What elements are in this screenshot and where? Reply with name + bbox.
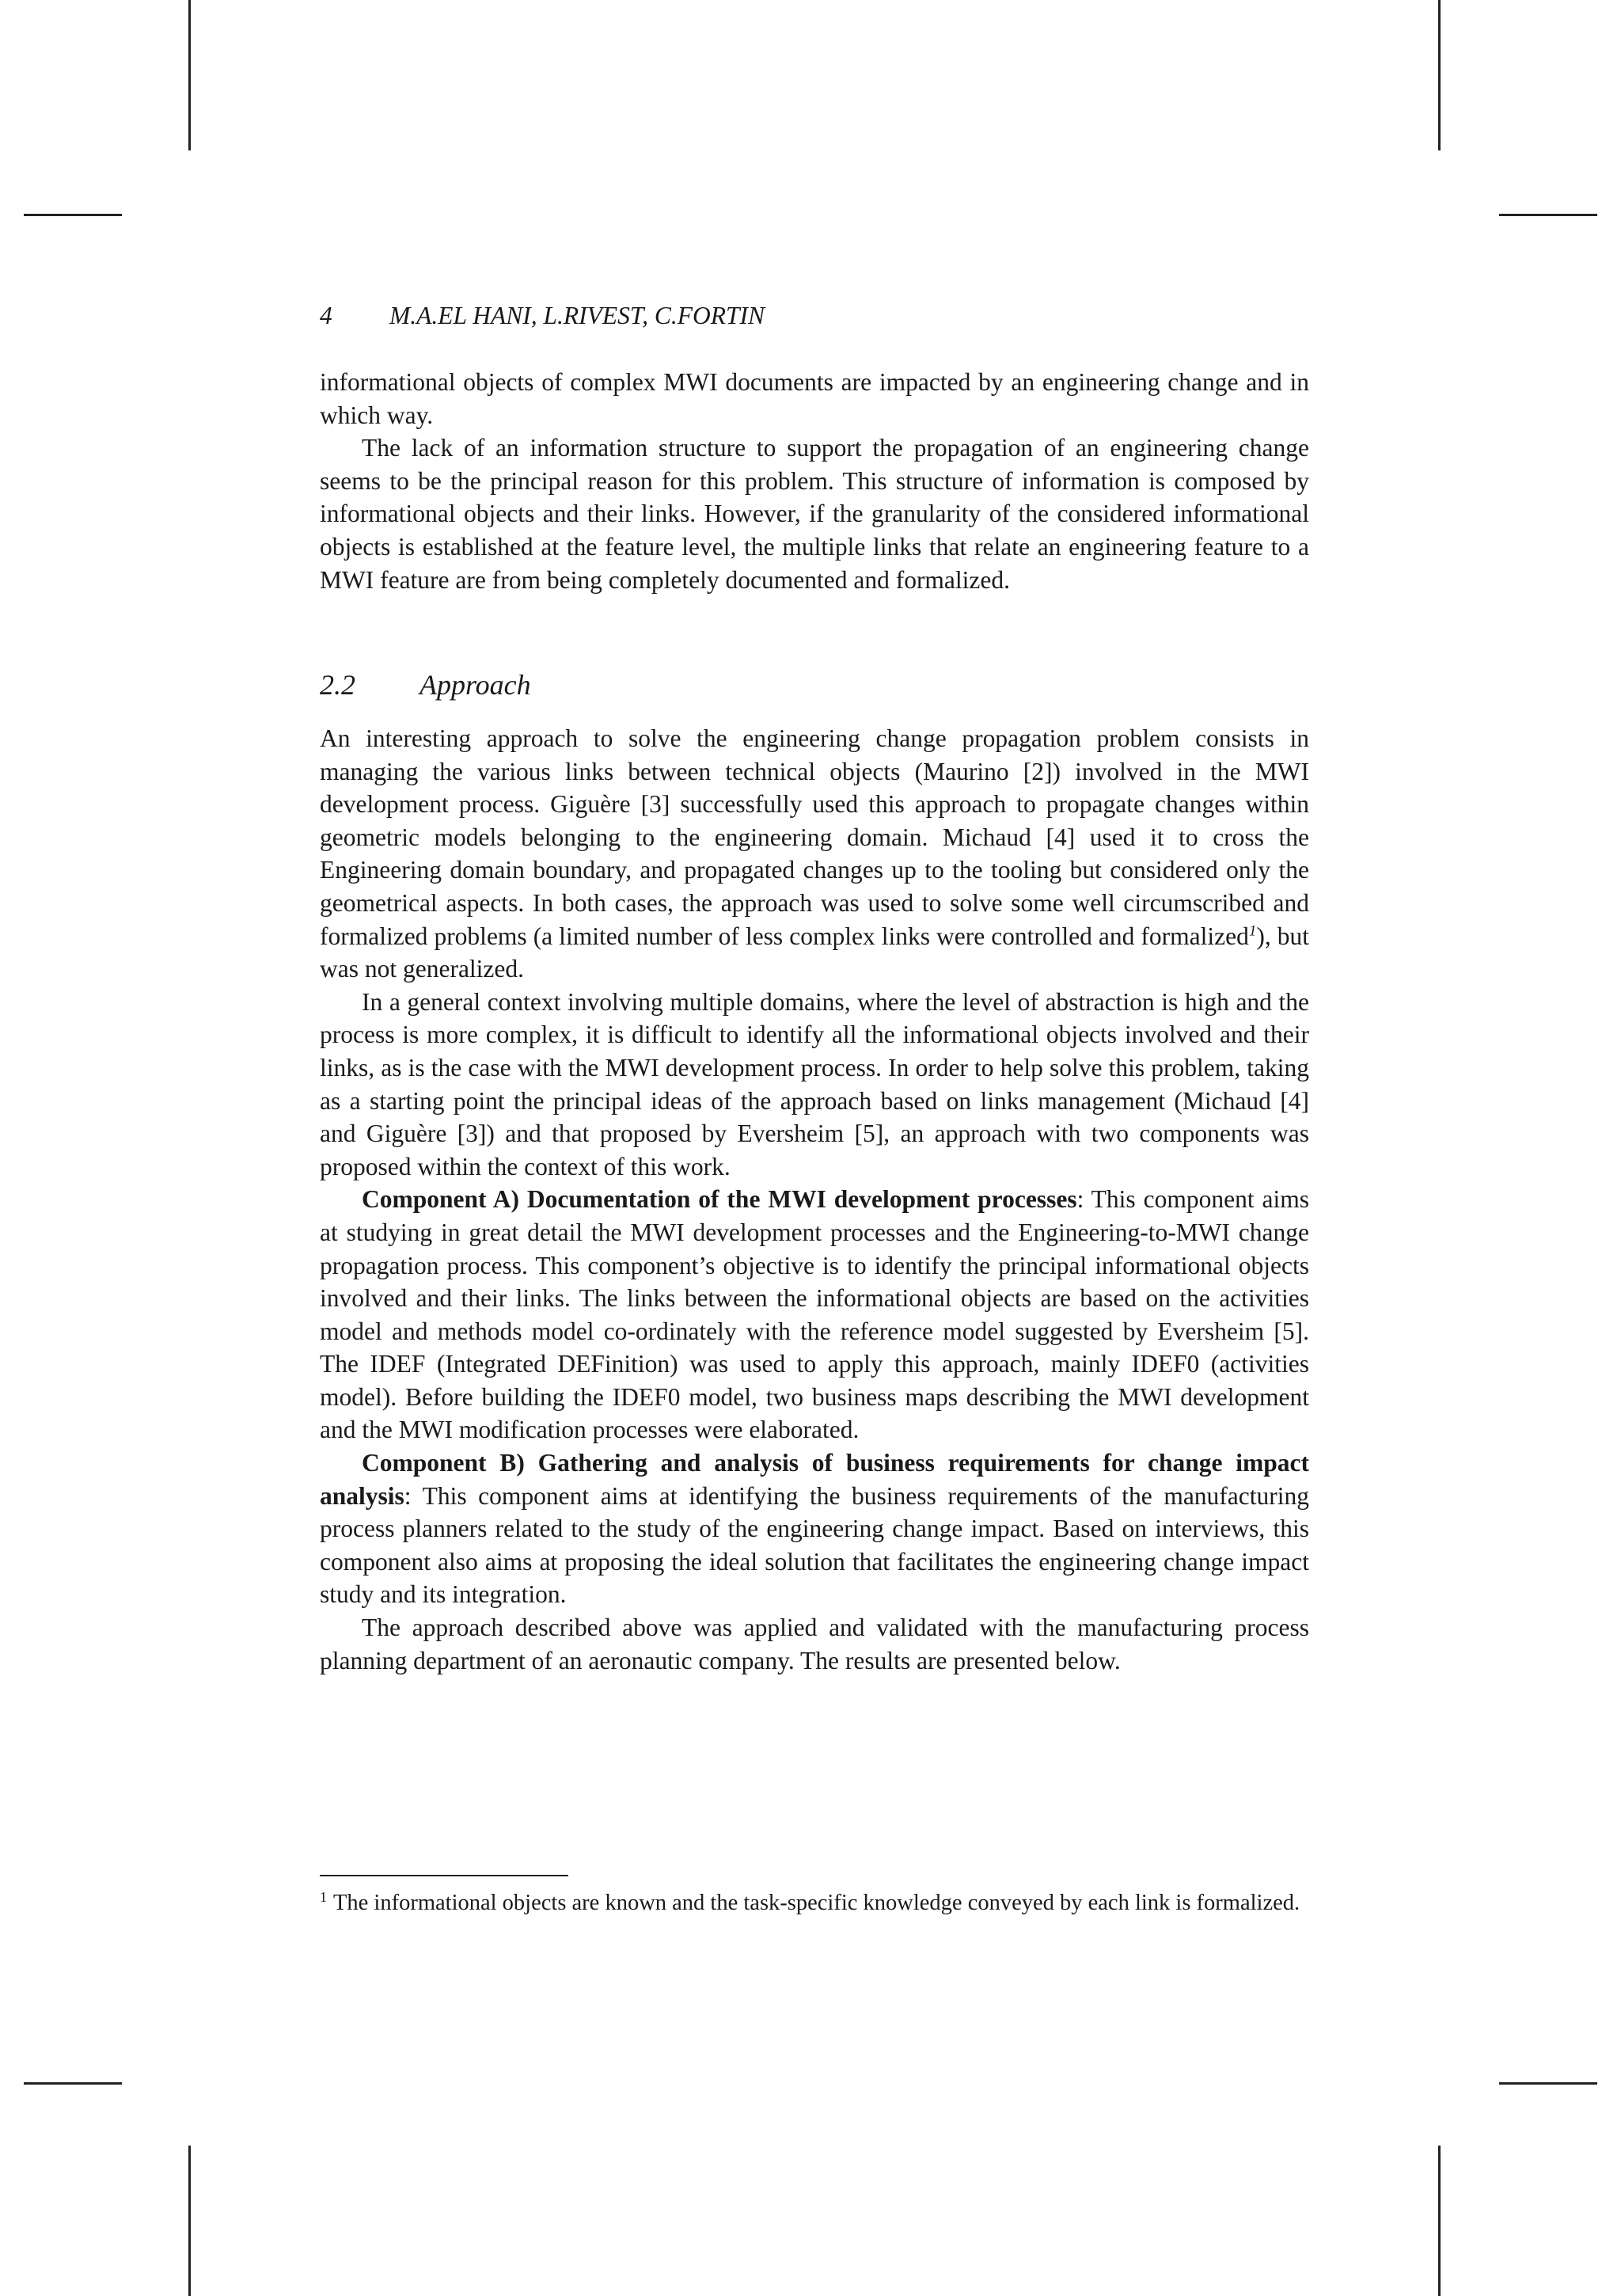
footnote-rule [320, 1875, 568, 1876]
approach-closing-paragraph: The approach described above was applied and validated with the manufacturing process planning department of an aeronautic company. The results are presented below. [320, 1614, 1309, 1674]
section-heading [320, 667, 531, 702]
approach-paragraph-1-tail: ), but was not generalized. [320, 922, 1309, 983]
component-a-text: : This component aims at studying in great detail the MWI development processes and the Engineering-to-MWI change propagation process. This component’s objective is to identify the principal informational objects involved and their links. The links between the informational objects are based on the activities model and methods model co-ordinately with the reference model suggested by Eversheim [5]. The IDEF (Integrated DEFinition) was used to apply this approach, mainly IDEF0 (activities model). Before building the IDEF0 model, two business maps describing the MWI development and the MWI modification processes were elaborated. [320, 1185, 1309, 1444]
crop-mark-bottom-left-vertical [188, 2146, 191, 2296]
component-b-text: : This component aims at identifying the business requirements of the manufacturing process planners related to the study of the engineering change impact. Based on interviews, this component also aims at proposing the ideal solution that facilitates the engineering change impact study and its integration. [320, 1481, 1309, 1609]
crop-mark-top-right-vertical [1438, 0, 1441, 150]
page-number: 4 [320, 302, 332, 329]
component-b-lead: Component B) Gathering and analysis of business requirements for change impact analysis [320, 1449, 1309, 1510]
crop-mark-bottom-left-horizontal [24, 2082, 122, 2085]
running-head-authors: M.A.EL HANI, L.RIVEST, C.FORTIN [389, 302, 765, 329]
section-body [320, 722, 1309, 1677]
section-title: Approach [419, 669, 531, 701]
crop-mark-bottom-right-vertical [1438, 2146, 1441, 2296]
approach-paragraph-1 [320, 722, 1309, 986]
footnote-reference: 1 [1248, 922, 1257, 940]
crop-mark-bottom-right-horizontal [1499, 2082, 1597, 2085]
footnote-mark: 1 [320, 1888, 327, 1905]
intro-text [320, 366, 1309, 596]
running-head [320, 299, 765, 333]
component-a-paragraph [320, 1183, 1309, 1446]
approach-paragraph-2: In a general context involving multiple domains, where the level of abstraction is high and the process is more complex, it is difficult to identify all the informational objects involved and their links, as is the case with the MWI development process. In order to help solve this problem, taking as a starting point the principal ideas of the approach based on links management (Michaud [4] and Giguère [3]) and that proposed by Eversheim [5], an approach with two components was proposed within the context of this work. [320, 987, 1309, 1180]
body-paragraph: The lack of an information structure to support the propagation of an engineering change seems to be the principal reason for this problem. This structure of information is composed by informational objects and their links. However, if the granularity of the considered informational objects is established at the feature level, the multiple links that relate an engineering feature to a MWI feature are from being completely documented and formalized. [320, 434, 1309, 594]
crop-mark-top-left-horizontal [24, 214, 122, 216]
continuation-paragraph: informational objects of complex MWI documents are impacted by an engineering change and in which way. [320, 368, 1309, 429]
component-a-lead: Component A) Documentation of the MWI development processes [362, 1185, 1077, 1214]
crop-mark-top-left-vertical [188, 0, 191, 150]
crop-mark-top-right-horizontal [1499, 214, 1597, 216]
section-number: 2.2 [320, 669, 355, 701]
footnote [320, 1887, 1312, 1919]
component-b-paragraph [320, 1446, 1309, 1611]
footnote-text: The informational objects are known and the task-specific knowledge conveyed by each link is formalized. [333, 1891, 1300, 1915]
approach-paragraph-1-text: An interesting approach to solve the engineering change propagation problem consists in managing the various links between technical objects (Maurino [2]) involved in the MWI development process. Giguère [3] successfully used this approach to propagate changes within geometric models belonging to the engineering domain. Michaud [4] used it to cross the Engineering domain boundary, and propagated changes up to the tooling but considered only the geometrical aspects. In both cases, the approach was used to solve some well circumscribed and formalized problems (a limited number of less complex links were controlled and formalized [320, 724, 1309, 950]
